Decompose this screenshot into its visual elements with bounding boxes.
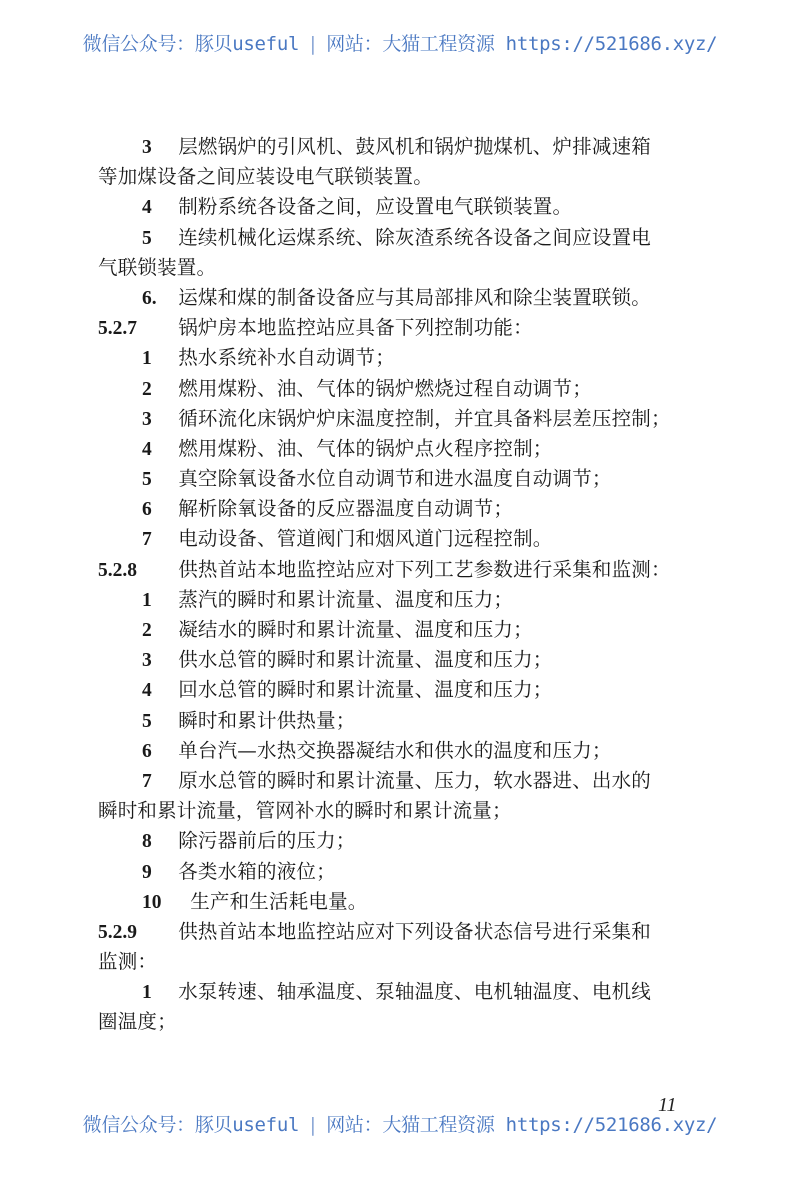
list-item-continuation: 等加煤设备之间应装设电气联锁装置。 — [98, 165, 433, 189]
list-item: 6. 运煤和煤的制备设备应与其局部排风和除尘装置联锁。 — [142, 285, 652, 309]
document-body — [98, 132, 702, 1038]
list-item: 2 凝结水的瞬时和累计流量、温度和压力； — [142, 618, 533, 641]
list-item: 5 真空除氧设备水位自动调节和进水温度自动调节； — [142, 467, 612, 491]
list-item: 1 蒸汽的瞬时和累计流量、温度和压力； — [142, 587, 514, 611]
list-item: 10 生产和生活耗电量。 — [142, 889, 368, 913]
list-item: 2 燃用煤粉、油、气体的锅炉燃烧过程自动调节； — [142, 376, 592, 400]
section-heading-5-2-7: 5.2.7 锅炉房本地监控站应具备下列控制功能： — [98, 316, 533, 340]
list-item: 7 电动设备、管道阀门和烟风道门远程控制。 — [142, 527, 553, 551]
list-item: 4 回水总管的瞬时和累计流量、温度和压力； — [142, 678, 553, 702]
list-item: 6 解析除氧设备的反应器温度自动调节； — [142, 497, 514, 521]
section-heading-5-2-8: 5.2.8 供热首站本地监控站应对下列工艺参数进行采集和监测： — [98, 557, 671, 581]
watermark-separator: | — [307, 1114, 319, 1136]
page-number: 11 — [658, 1094, 677, 1116]
section-heading-continuation: 监测： — [98, 950, 158, 974]
watermark-website: 网站：大猫工程资源 https://521686.xyz/ — [326, 1114, 718, 1136]
watermark-wechat: 微信公众号：豚贝useful — [82, 1114, 300, 1136]
list-item: 1 水泵转速、轴承温度、泵轴温度、电机轴温度、电机线 — [142, 980, 652, 1004]
list-item: 4 燃用煤粉、油、气体的锅炉点火程序控制； — [142, 436, 553, 460]
list-item: 4 制粉系统各设备之间，应设置电气联锁装置。 — [142, 195, 573, 219]
list-item: 3 供水总管的瞬时和累计流量、温度和压力； — [142, 648, 553, 672]
watermark-website: 网站：大猫工程资源 https://521686.xyz/ — [326, 33, 718, 55]
list-item: 9 各类水箱的液位； — [142, 859, 336, 883]
list-item: 3 循环流化床锅炉炉床温度控制，并宜具备料层差压控制； — [142, 406, 671, 430]
list-item-continuation: 瞬时和累计流量，管网补水的瞬时和累计流量； — [98, 799, 512, 823]
watermark-wechat: 微信公众号：豚贝useful — [82, 33, 300, 55]
list-item: 7 原水总管的瞬时和累计流量、压力，软水器进、出水的 — [142, 768, 652, 792]
watermark-footer — [0, 1110, 800, 1137]
list-item-continuation: 圈温度； — [98, 1010, 177, 1034]
list-item-continuation: 气联锁装置。 — [98, 255, 217, 279]
list-item: 5 瞬时和累计供热量； — [142, 708, 356, 732]
list-item: 1 热水系统补水自动调节； — [142, 346, 395, 370]
list-item: 5 连续机械化运煤系统、除灰渣系统各设备之间应设置电 — [142, 225, 652, 249]
list-item: 3 层燃锅炉的引风机、鼓风机和锅炉抛煤机、炉排减速箱 — [142, 135, 652, 158]
watermark-separator: | — [307, 33, 319, 55]
list-item: 6 单台汽—水热交换器凝结水和供水的温度和压力； — [142, 738, 612, 762]
section-heading-5-2-9: 5.2.9 供热首站本地监控站应对下列设备状态信号进行采集和 — [98, 919, 652, 943]
list-item: 8 除污器前后的压力； — [142, 829, 356, 853]
watermark-header — [0, 29, 800, 56]
